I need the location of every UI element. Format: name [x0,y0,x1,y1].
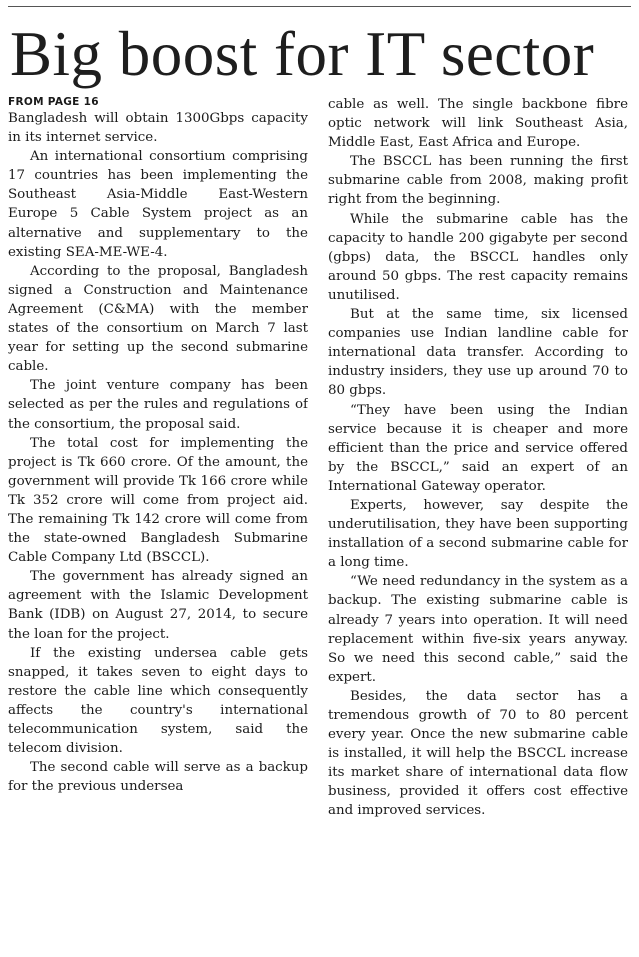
paragraph: An international consortium comprising 17 countries has been implementing the Southeast Asia-Middle East-Western Europe 5 Cable System project as an alternative and supplementary to the existing SEA-ME-WE-4. [8,149,308,260]
paragraph: The government has already signed an agreement with the Islamic Development Bank (IDB) on August 27, 2014, to secure the loan for the project. [8,569,308,642]
paragraph: The joint venture company has been selected as per the rules and regulations of the consortium, the proposal said. [8,378,308,432]
paragraph: If the existing undersea cable gets snapped, it takes seven to eight days to restore the cable line which consequently affects the country's international telecommunication system, said the telecom division. [8,645,308,757]
paragraph: The second cable will serve as a backup for the previous undersea [8,760,308,795]
paragraph-continued: cable as well. The single backbone fibre optic network will link Southeast Asia, Middle East, East Africa and Europe. [328,97,628,151]
paragraph: The BSCCL has been running the first submarine cable from 2008, making profit right from the beginning. [328,154,628,208]
paragraph: Besides, the data sector has a tremendous growth of 70 to 80 percent every year. Once the new submarine cable is installed, it will help the BSCCL increase its market share of international data flow business, provided it offers cost effective and improved services. [328,688,628,819]
paragraph: “We need redundancy in the system as a backup. The existing submarine cable is already 7 years into operation. It will need replacement within five-six years anyway. So we need this second cable,” said the expert. [328,574,628,685]
top-rule [8,6,631,7]
paragraph: Bangladesh will obtain 1300Gbps capacity in its internet service. [8,111,308,146]
paragraph: Experts, however, say despite the underutilisation, they have been supporting installation of a second submarine cable for a long time. [328,497,628,571]
headline: Big boost for IT sector [10,19,595,89]
paragraph: The total cost for implementing the project is Tk 660 crore. Of the amount, the government will provide Tk 166 crore while Tk 352 crore will come from project aid. The remaining Tk 142 crore will come from the state-owned Bangladesh Submarine Cable Company Ltd (BSCCL). [8,435,308,566]
left-column [8,95,308,957]
paragraph: According to the proposal, Bangladesh signed a Construction and Maintenance Agreement (C&MA) with the member states of the consortium on March 7 last year for setting up the second submarine cable. [8,263,308,375]
paragraph: But at the same time, six licensed companies use Indian landline cable for international data transfer. According to industry insiders, they use up around 70 to 80 gbps. [328,307,628,399]
right-column [328,95,628,957]
paragraph: “They have been using the Indian service because it is cheaper and more efficient than the price and service offered by the BSCCL,” said an expert of an International Gateway operator. [328,402,628,494]
kicker: FROM PAGE 16 [8,96,99,108]
paragraph: While the submarine cable has the capacity to handle 200 gigabyte per second (gbps) data, the BSCCL handles only around 50 gbps. The rest capacity remains unutilised. [328,211,628,303]
